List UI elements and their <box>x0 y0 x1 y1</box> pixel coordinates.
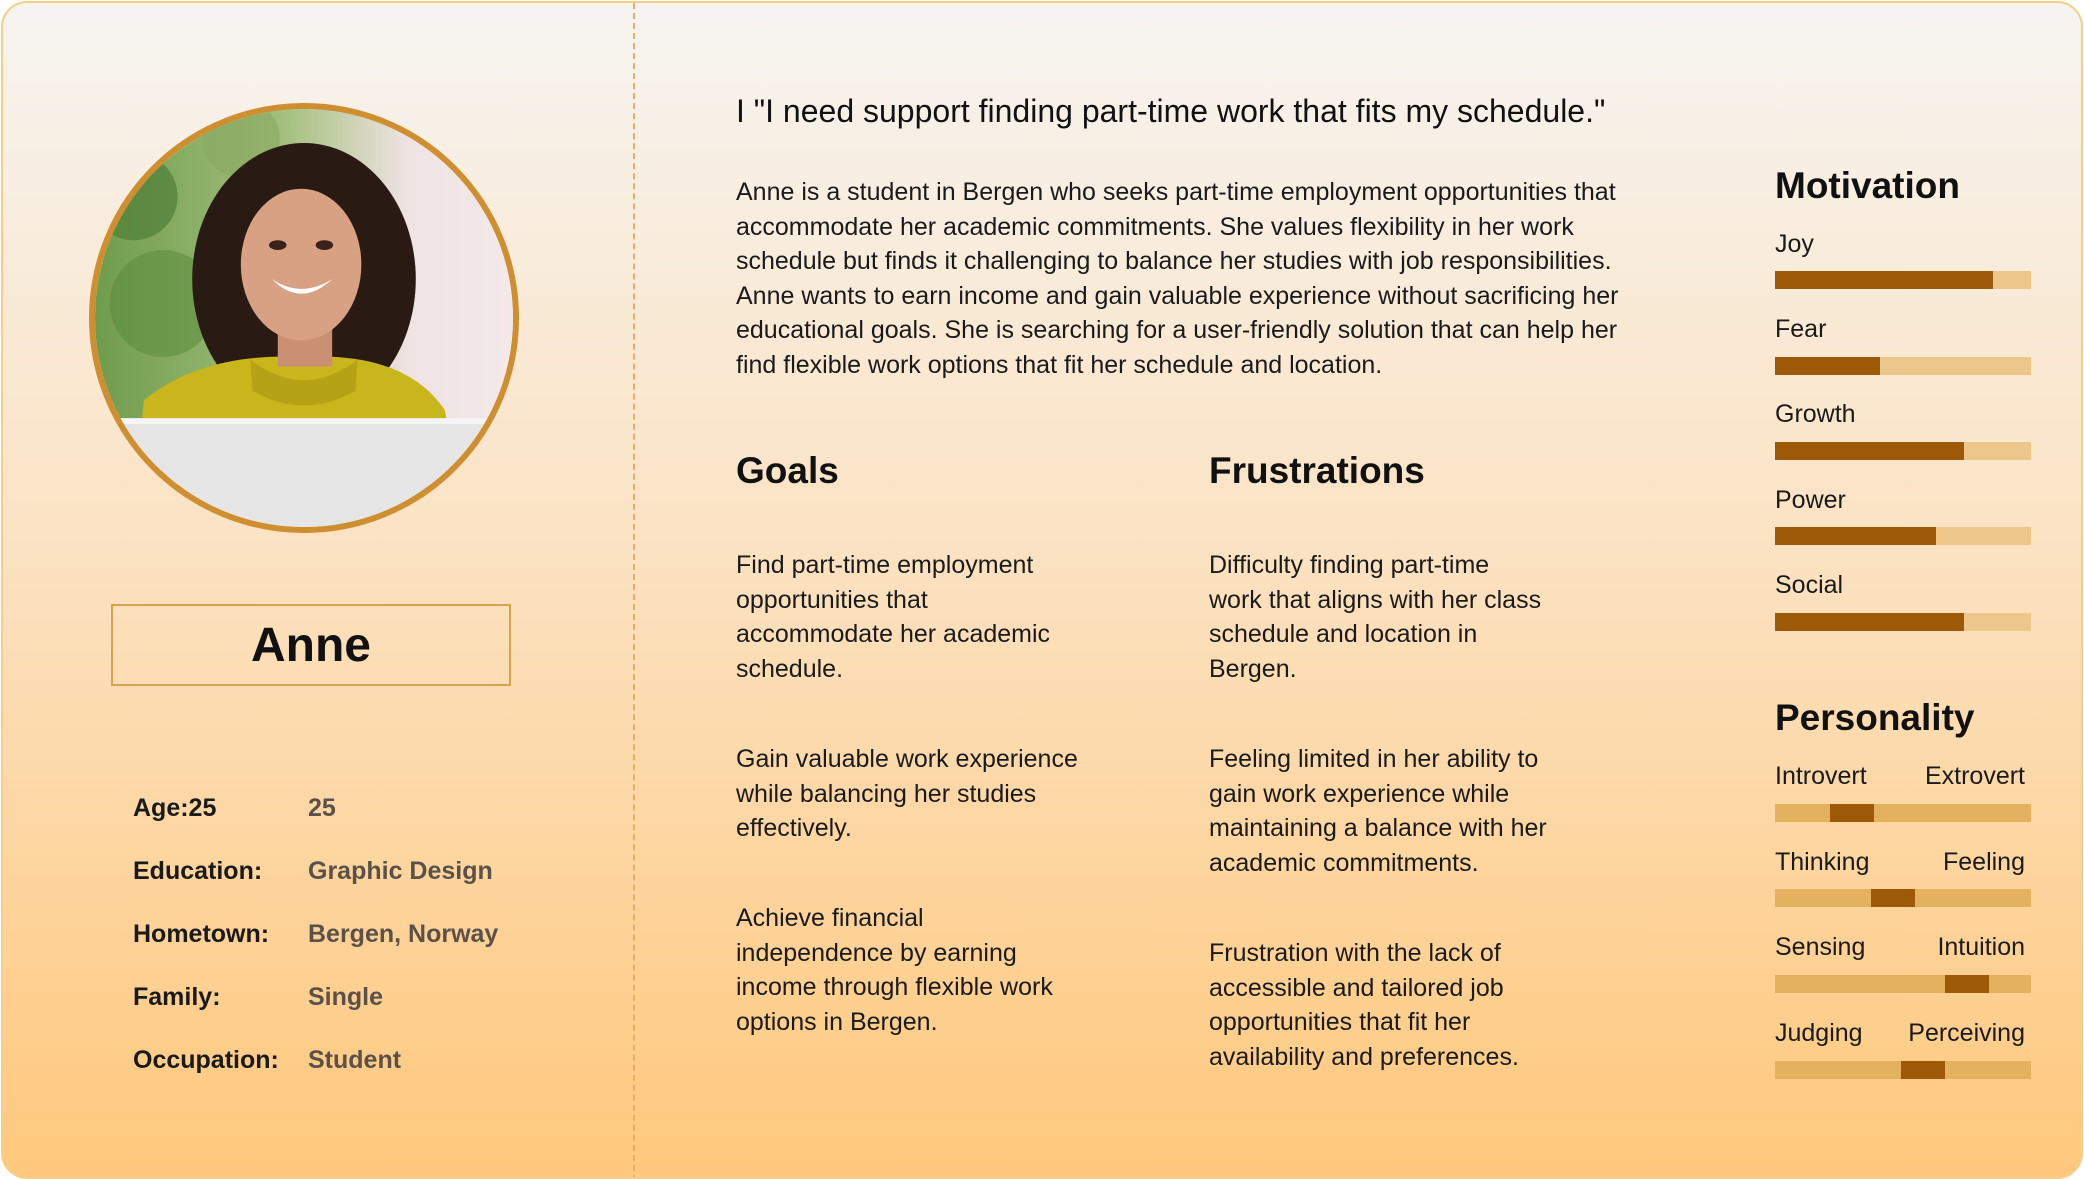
motivation-bar-fill <box>1775 613 1964 631</box>
goal-line: options in Bergen. <box>736 1007 938 1036</box>
goals-title: Goals <box>736 450 839 491</box>
goal-line: accommodate her academic <box>736 620 1051 648</box>
motivation-title: Motivation <box>1775 165 1960 206</box>
personality-marker <box>1830 804 1874 822</box>
frustration-line: Frustration with the lack of <box>1209 939 1501 967</box>
info-label: Family: <box>133 983 221 1011</box>
personality-slider-thinking-feeling <box>1775 889 2031 907</box>
frustration-line: accessible and tailored job <box>1209 973 1504 1002</box>
frustration-line: work that aligns with her class <box>1209 585 1542 614</box>
bio-line: find flexible work options that fit her schedule and location. <box>736 350 1383 379</box>
frustration-line: Difficulty finding part-time <box>1209 551 1490 579</box>
info-row-education <box>133 857 553 897</box>
frustration-line: Feeling limited in her ability to <box>1209 745 1539 773</box>
persona-photo <box>89 103 519 533</box>
personality-title: Personality <box>1775 697 1975 738</box>
frustration-item <box>1209 742 1609 880</box>
goal-line: while balancing her studies <box>736 779 1037 808</box>
goal-line: Find part-time employment <box>736 551 1034 579</box>
personality-marker <box>1901 1061 1945 1079</box>
personality-label-extrovert: Extrovert <box>1924 762 2025 790</box>
goal-item <box>736 901 1136 1039</box>
goal-line: Gain valuable work experience <box>736 745 1078 773</box>
persona-quote: I "I need support finding part-time work that fits my schedule." <box>736 93 1606 129</box>
info-label: Education: <box>133 857 263 885</box>
motivation-bar-fill <box>1775 271 1993 289</box>
goal-item <box>736 548 1136 686</box>
personality-marker <box>1871 889 1915 907</box>
info-row-hometown <box>133 920 553 960</box>
info-label: Occupation: <box>133 1046 279 1074</box>
frustration-line: availability and preferences. <box>1209 1042 1519 1071</box>
goal-line: effectively. <box>736 814 852 842</box>
motivation-label-social: Social <box>1775 571 1844 599</box>
personality-label-thinking: Thinking <box>1775 848 1870 876</box>
motivation-bar-growth <box>1775 442 2031 460</box>
bio-line: schedule but finds it challenging to balance her studies with job responsibilities. <box>736 247 1612 275</box>
info-row-family <box>133 983 553 1023</box>
persona-bio <box>736 175 1716 382</box>
info-value: Bergen, Norway <box>308 920 499 948</box>
personality-label-sensing: Sensing <box>1775 933 1866 961</box>
column-divider <box>633 3 635 1179</box>
bio-line: accommodate her academic commitments. She values flexibility in her work <box>736 212 1574 241</box>
personality-label-feeling: Feeling <box>1943 848 2025 876</box>
info-value: Student <box>308 1046 402 1074</box>
bio-line: educational goals. She is searching for a user-friendly solution that can help her <box>736 316 1618 344</box>
goal-line: schedule. <box>736 654 844 683</box>
goal-line: independence by earning <box>736 938 1017 967</box>
frustration-line: Bergen. <box>1209 654 1297 683</box>
personality-label-judging: Judging <box>1775 1019 1863 1047</box>
motivation-label-growth: Growth <box>1775 400 1856 428</box>
personality-slider-judging-perceiving <box>1775 1061 2031 1079</box>
motivation-bar-fear <box>1775 357 2031 375</box>
goal-line: opportunities that <box>736 585 928 614</box>
frustration-line: schedule and location in <box>1209 620 1478 648</box>
frustrations-title: Frustrations <box>1209 450 1425 491</box>
personality-label-introvert: Introvert <box>1775 762 1867 790</box>
personality-label-intuition: Intuition <box>1937 933 2025 961</box>
personality-label-perceiving: Perceiving <box>1908 1019 2025 1047</box>
info-row-age <box>133 794 553 834</box>
frustration-item <box>1209 548 1609 686</box>
info-label: Age:25 <box>133 794 217 822</box>
motivation-bar-fill <box>1775 357 1880 375</box>
personality-marker <box>1945 975 1989 993</box>
bio-line: Anne is a student in Bergen who seeks part-time employment opportunities that <box>736 178 1616 206</box>
frustration-line: gain work experience while <box>1209 779 1510 808</box>
info-value: Graphic Design <box>308 857 493 885</box>
personality-slider-sensing-intuition <box>1775 975 2031 993</box>
info-value: 25 <box>308 794 336 822</box>
motivation-label-fear: Fear <box>1775 315 1827 343</box>
info-value: Single <box>308 983 384 1011</box>
personality-slider-introvert-extrovert <box>1775 804 2031 822</box>
frustration-line: opportunities that fit her <box>1209 1008 1471 1036</box>
frustration-line: maintaining a balance with her <box>1209 814 1547 842</box>
persona-photo-illustration <box>95 109 513 527</box>
goal-line: income through flexible work <box>736 973 1053 1001</box>
motivation-bar-joy <box>1775 271 2031 289</box>
frustration-item <box>1209 936 1609 1074</box>
persona-card <box>1 1 2083 1179</box>
motivation-label-joy: Joy <box>1775 230 1814 258</box>
bio-line: Anne wants to earn income and gain valuable experience without sacrificing her <box>736 281 1619 310</box>
goal-item <box>736 742 1136 846</box>
motivation-bar-power <box>1775 527 2031 545</box>
frustration-line: academic commitments. <box>1209 848 1479 877</box>
motivation-label-power: Power <box>1775 486 1846 514</box>
goal-line: Achieve financial <box>736 904 924 932</box>
info-row-occupation <box>133 1046 553 1086</box>
motivation-bar-fill <box>1775 442 1964 460</box>
info-label: Hometown: <box>133 920 270 948</box>
motivation-bar-social <box>1775 613 2031 631</box>
persona-name: Anne <box>251 618 371 672</box>
motivation-bar-fill <box>1775 527 1936 545</box>
persona-name-box <box>111 604 511 686</box>
